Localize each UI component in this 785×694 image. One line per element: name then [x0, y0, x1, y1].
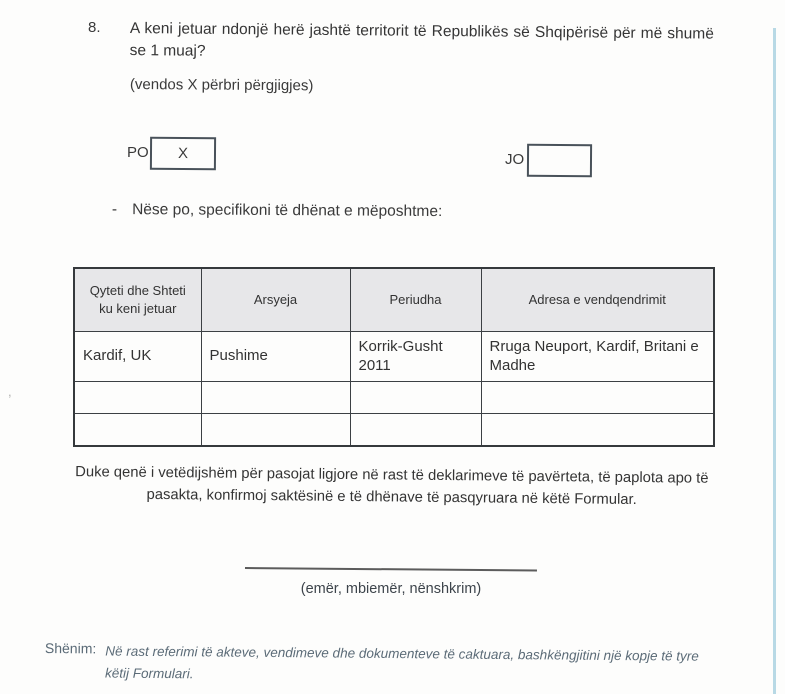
answer-no-checkbox — [527, 144, 592, 177]
col-header-address: Adresa e vendqendrimit — [481, 268, 714, 332]
residence-table — [73, 267, 715, 447]
footnote — [45, 640, 745, 689]
col-header-period: Periudha — [350, 268, 481, 332]
cell-address: Rruga Neuport, Kardif, Britani e Madhe — [481, 332, 714, 382]
answer-no-label: JO — [505, 151, 525, 168]
question-text: A keni jetuar ndonjë herë jashtë territorit të Republikës së Shqipërisë për më shumë se 1 muaj? — [129, 19, 714, 60]
cell-period: Korrik-Gusht 2011 — [350, 332, 481, 382]
signature-caption: (emër, mbiemër, nënshkrim) — [300, 581, 482, 597]
question-instruction: (vendos X përbri përgjigjes) — [129, 76, 314, 95]
cell-reason — [201, 382, 350, 414]
cell-address — [481, 382, 714, 414]
cell-city-country: Kardif, UK — [74, 332, 201, 382]
conditional-prompt-text: Nëse po, specifikoni të dhënat e mëposhtme: — [132, 201, 443, 221]
table-row — [74, 414, 714, 447]
col-header-reason: Arsyeja — [201, 268, 350, 332]
scan-edge-line — [773, 28, 776, 694]
list-dash: - — [111, 201, 118, 219]
scan-artifact: , — [8, 384, 12, 399]
cell-period — [350, 382, 481, 414]
col-header-city-country: Qyteti dhe Shteti ku keni jetuar — [74, 268, 201, 332]
question-number: 8. — [88, 19, 101, 36]
cell-city-country — [74, 414, 201, 447]
footnote-text: Në rast referimi të akteve, vendimeve dhe dokumenteve të caktuara, bashkëngjitini një kopje të tyre këtij Formulari. — [105, 643, 699, 681]
table-row — [74, 382, 714, 414]
answer-yes-checkbox: X — [150, 137, 216, 170]
cell-city-country — [74, 382, 201, 414]
table-row — [74, 332, 714, 382]
signature-line — [245, 567, 537, 572]
footnote-label: Shënim: — [44, 640, 97, 657]
answer-yes-label: PO — [127, 144, 149, 161]
cell-address — [481, 414, 714, 447]
table-header-row — [74, 268, 714, 332]
cell-period — [350, 414, 481, 447]
conditional-prompt — [112, 201, 442, 221]
declaration-text: Duke qenë i vetëdijshëm për pasojat ligjore në rast të deklarimeve të pavërteta, të paplota apo të pasakta, konfirmoj saktësinë e të dhënave të pasqyruara në këtë Formular. — [75, 464, 709, 509]
cell-reason: Pushime — [201, 332, 350, 382]
cell-reason — [201, 414, 350, 447]
